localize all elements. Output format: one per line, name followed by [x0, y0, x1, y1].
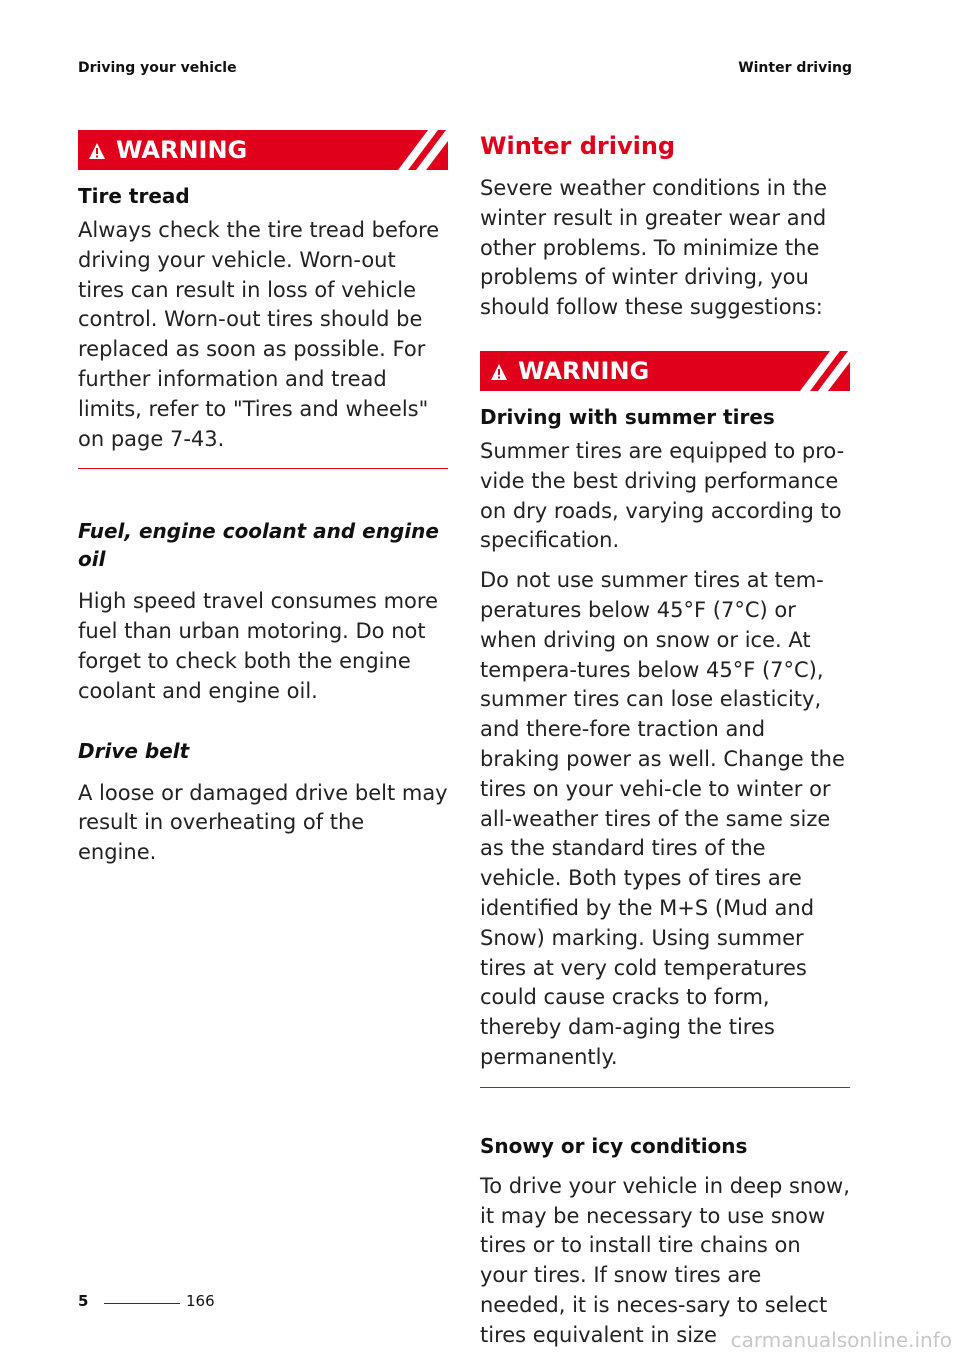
page-number: 166: [186, 1292, 215, 1310]
header-topic-title: Winter driving: [738, 60, 852, 76]
snow-text: To drive your vehicle in deep snow, it may be necessary to use snow tires or to install tire chains on your tires. If snow tires are needed, it is neces-sary to select tires equivalent in size: [480, 1173, 850, 1347]
snow-heading: Snowy or icy conditions: [480, 1133, 748, 1158]
warning-label: WARNING: [116, 136, 248, 164]
warning-stripes-decoration: [388, 130, 448, 170]
left-column: [78, 130, 448, 878]
belt-text: A loose or damaged drive belt may result in overheating of the engine.: [78, 780, 448, 865]
section-title: Winter driving: [480, 132, 676, 160]
chapter-number: 5: [78, 1292, 89, 1310]
warning-stripes-decoration: [790, 351, 850, 391]
warning-paragraph-1: Summer tires are equipped to pro-vide the best driving performance on dry roads, varying according to specification.: [480, 438, 845, 553]
intro-text: Severe weather conditions in the winter result in greater wear and other problems. To minimize the problems of winter driving, you should follow these suggestions:: [480, 176, 828, 320]
belt-heading: Drive belt: [78, 738, 190, 763]
watermark: carmanualsonline.info: [730, 1328, 952, 1352]
warning-paragraph-2: Do not use summer tires at tem-peratures below 45°F (7°C) or when driving on snow or ice. At tempera-tures below 45°F (7°C), summer tires can lose elasticity, and there-fore traction and braking power as well. Change the tires on your vehi-cle to winter or all-weather tires of the same size as the standard tires of the vehicle. Both types of tires are identified by the M+S (Mud and Snow) marking. Using summer tires at very cold temperatures could cause cracks to form, thereby dam-aging the tires permanently.: [480, 568, 845, 1069]
warning-triangle-icon: [490, 363, 508, 381]
warning-triangle-icon: [88, 142, 106, 160]
right-column: [480, 130, 850, 1361]
warning-banner: [480, 351, 850, 391]
warning-banner: [78, 130, 448, 170]
footer-divider: [104, 1303, 180, 1304]
warning-title: Tire tread: [78, 184, 190, 208]
warning-label: WARNING: [518, 356, 650, 385]
fuel-heading: Fuel, engine coolant and engine oil: [78, 519, 439, 572]
fuel-text: High speed travel consumes more fuel than urban motoring. Do not forget to check both the engine coolant and engine oil.: [78, 589, 438, 703]
section-divider: [78, 468, 448, 469]
warning-title: Driving with summer tires: [480, 404, 775, 429]
section-divider: [480, 1087, 850, 1088]
warning-text: Always check the tire tread before driving your vehicle. Worn-out tires can result in loss of vehicle control. Worn-out tires should be replaced as soon as possible. For further information and tread limits, refer to "Tires and wheels" on page 7-43.: [78, 218, 440, 451]
header-section-title: Driving your vehicle: [78, 60, 237, 76]
